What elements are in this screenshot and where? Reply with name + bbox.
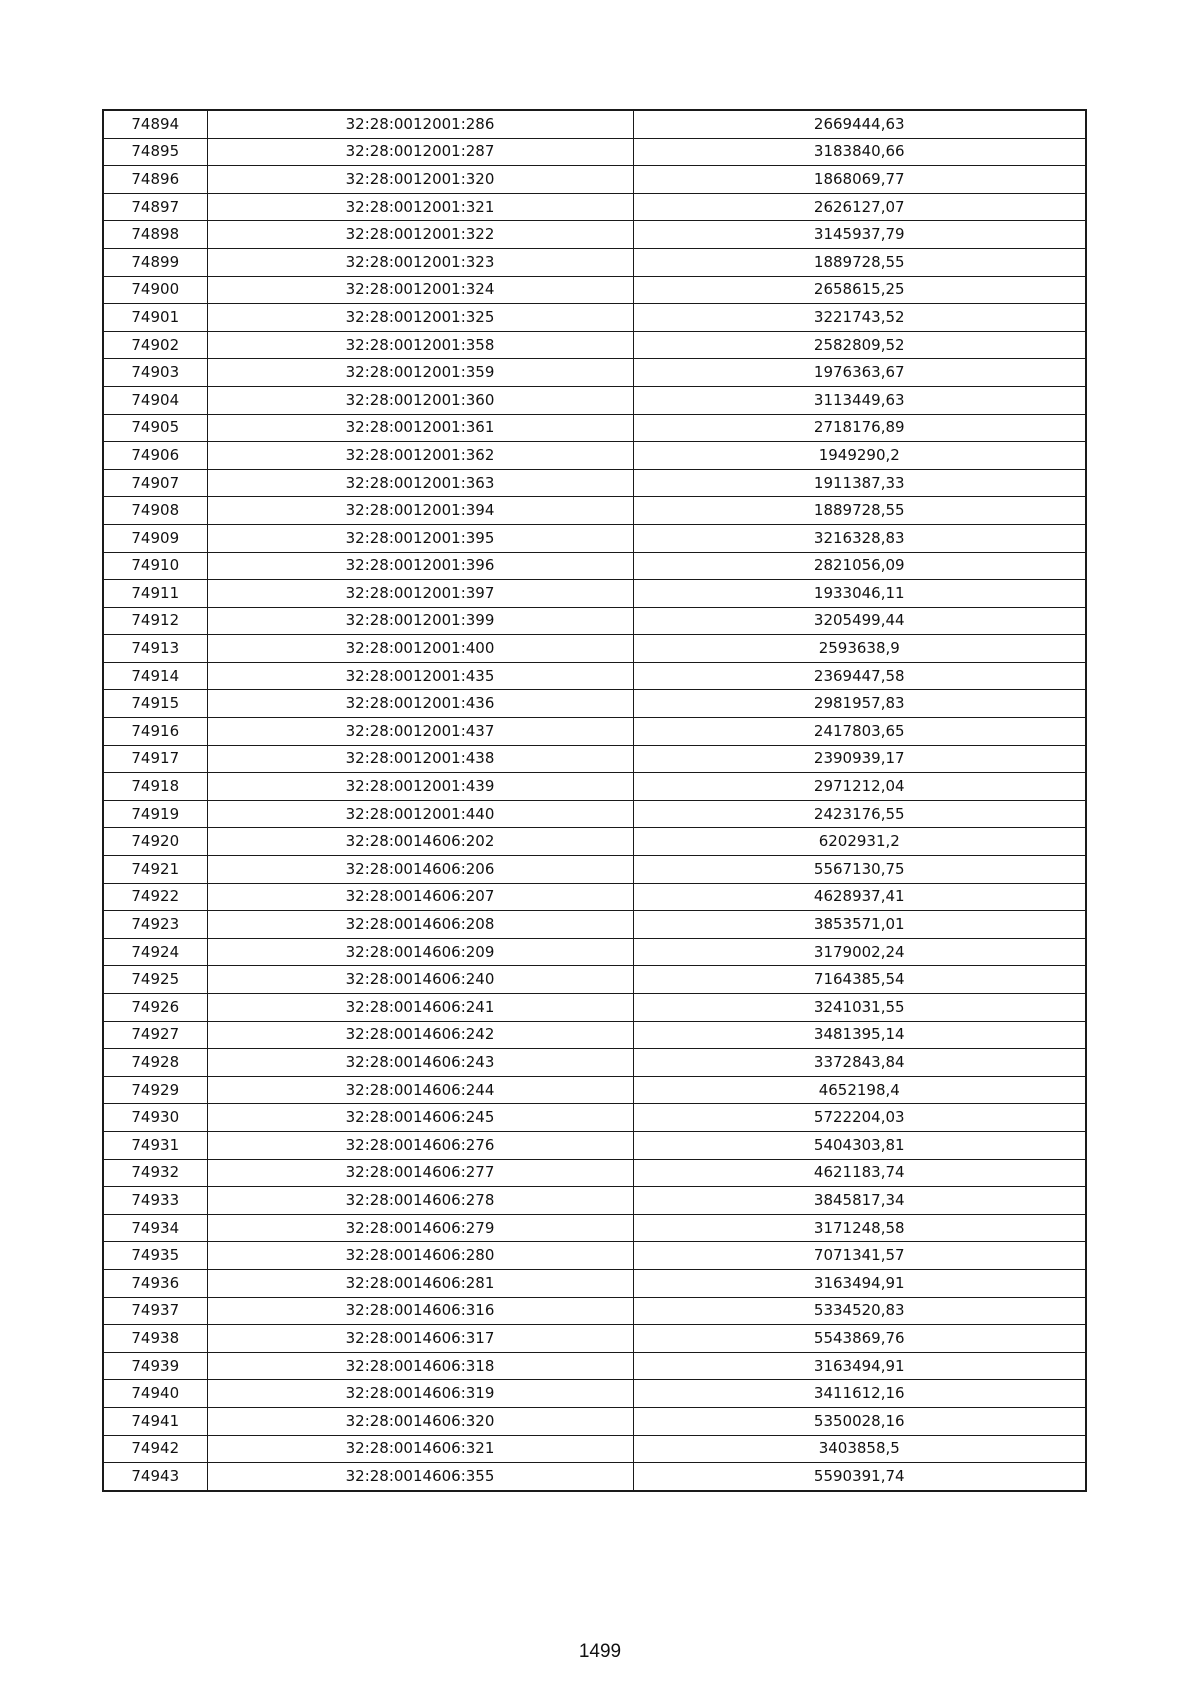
- cadastral-value-cell: 5350028,16: [633, 1407, 1086, 1435]
- table-row: [103, 193, 1086, 221]
- table-row: [103, 1214, 1086, 1242]
- row-number-cell: 74914: [103, 662, 207, 690]
- cadastral-value-cell: 2423176,55: [633, 800, 1086, 828]
- cadastral-number-cell: 32:28:0012001:358: [207, 331, 633, 359]
- table-row: [103, 1076, 1086, 1104]
- cadastral-number-cell: 32:28:0012001:397: [207, 580, 633, 608]
- cadastral-value-cell: 2626127,07: [633, 193, 1086, 221]
- table-row: [103, 524, 1086, 552]
- cadastral-number-cell: 32:28:0014606:208: [207, 911, 633, 939]
- cadastral-number-cell: 32:28:0012001:440: [207, 800, 633, 828]
- table-row: [103, 773, 1086, 801]
- table-row: [103, 276, 1086, 304]
- cadastral-number-cell: 32:28:0012001:399: [207, 607, 633, 635]
- cadastral-number-cell: 32:28:0012001:321: [207, 193, 633, 221]
- row-number-cell: 74904: [103, 386, 207, 414]
- table-row: [103, 386, 1086, 414]
- row-number-cell: 74940: [103, 1380, 207, 1408]
- row-number-cell: 74913: [103, 635, 207, 663]
- row-number-cell: 74907: [103, 469, 207, 497]
- cadastral-value-cell: 5334520,83: [633, 1297, 1086, 1325]
- table-row: [103, 1131, 1086, 1159]
- table-row: [103, 1463, 1086, 1491]
- cadastral-value-cell: 5404303,81: [633, 1131, 1086, 1159]
- table-row: [103, 359, 1086, 387]
- table-row: [103, 414, 1086, 442]
- cadastral-value-cell: 4652198,4: [633, 1076, 1086, 1104]
- cadastral-number-cell: 32:28:0014606:321: [207, 1435, 633, 1463]
- cadastral-value-cell: 3183840,66: [633, 138, 1086, 166]
- table-row: [103, 1380, 1086, 1408]
- cadastral-number-cell: 32:28:0012001:323: [207, 248, 633, 276]
- row-number-cell: 74923: [103, 911, 207, 939]
- cadastral-number-cell: 32:28:0012001:360: [207, 386, 633, 414]
- cadastral-number-cell: 32:28:0014606:276: [207, 1131, 633, 1159]
- row-number-cell: 74921: [103, 856, 207, 884]
- cadastral-number-cell: 32:28:0014606:318: [207, 1352, 633, 1380]
- row-number-cell: 74927: [103, 1021, 207, 1049]
- cadastral-value-cell: 3205499,44: [633, 607, 1086, 635]
- cadastral-value-cell: 5567130,75: [633, 856, 1086, 884]
- table-row: [103, 1407, 1086, 1435]
- row-number-cell: 74936: [103, 1269, 207, 1297]
- row-number-cell: 74939: [103, 1352, 207, 1380]
- cadastral-number-cell: 32:28:0012001:437: [207, 718, 633, 746]
- table-body: [103, 110, 1086, 1491]
- cadastral-value-cell: 3853571,01: [633, 911, 1086, 939]
- cadastral-number-cell: 32:28:0014606:242: [207, 1021, 633, 1049]
- table-row: [103, 635, 1086, 663]
- cadastral-number-cell: 32:28:0014606:241: [207, 994, 633, 1022]
- cadastral-value-cell: 1889728,55: [633, 248, 1086, 276]
- table-row: [103, 800, 1086, 828]
- cadastral-number-cell: 32:28:0012001:320: [207, 166, 633, 194]
- cadastral-number-cell: 32:28:0012001:361: [207, 414, 633, 442]
- row-number-cell: 74920: [103, 828, 207, 856]
- cadastral-value-cell: 2417803,65: [633, 718, 1086, 746]
- cadastral-value-cell: 3216328,83: [633, 524, 1086, 552]
- cadastral-number-cell: 32:28:0014606:207: [207, 883, 633, 911]
- cadastral-number-cell: 32:28:0012001:395: [207, 524, 633, 552]
- cadastral-value-cell: 3145937,79: [633, 221, 1086, 249]
- table-row: [103, 1159, 1086, 1187]
- table-row: [103, 938, 1086, 966]
- cadastral-value-cell: 2718176,89: [633, 414, 1086, 442]
- cadastral-value-cell: 3481395,14: [633, 1021, 1086, 1049]
- table-row: [103, 497, 1086, 525]
- row-number-cell: 74905: [103, 414, 207, 442]
- table-row: [103, 1297, 1086, 1325]
- cadastral-value-cell: 1976363,67: [633, 359, 1086, 387]
- table-row: [103, 304, 1086, 332]
- table-row: [103, 1325, 1086, 1353]
- cadastral-number-cell: 32:28:0014606:319: [207, 1380, 633, 1408]
- row-number-cell: 74897: [103, 193, 207, 221]
- cadastral-number-cell: 32:28:0012001:394: [207, 497, 633, 525]
- cadastral-value-cell: 3221743,52: [633, 304, 1086, 332]
- cadastral-number-cell: 32:28:0012001:396: [207, 552, 633, 580]
- cadastral-value-cell: 2669444,63: [633, 110, 1086, 138]
- cadastral-value-cell: 3411612,16: [633, 1380, 1086, 1408]
- table-row: [103, 662, 1086, 690]
- cadastral-number-cell: 32:28:0014606:244: [207, 1076, 633, 1104]
- cadastral-value-cell: 1911387,33: [633, 469, 1086, 497]
- table-row: [103, 1049, 1086, 1077]
- cadastral-number-cell: 32:28:0014606:209: [207, 938, 633, 966]
- cadastral-value-table: [102, 109, 1087, 1492]
- row-number-cell: 74933: [103, 1187, 207, 1215]
- row-number-cell: 74937: [103, 1297, 207, 1325]
- cadastral-number-cell: 32:28:0014606:240: [207, 966, 633, 994]
- cadastral-number-cell: 32:28:0014606:279: [207, 1214, 633, 1242]
- cadastral-value-cell: 3179002,24: [633, 938, 1086, 966]
- row-number-cell: 74925: [103, 966, 207, 994]
- row-number-cell: 74901: [103, 304, 207, 332]
- row-number-cell: 74909: [103, 524, 207, 552]
- cadastral-number-cell: 32:28:0012001:287: [207, 138, 633, 166]
- row-number-cell: 74908: [103, 497, 207, 525]
- table-row: [103, 442, 1086, 470]
- cadastral-number-cell: 32:28:0012001:324: [207, 276, 633, 304]
- cadastral-number-cell: 32:28:0012001:362: [207, 442, 633, 470]
- cadastral-value-cell: 2658615,25: [633, 276, 1086, 304]
- table-row: [103, 883, 1086, 911]
- table-row: [103, 1187, 1086, 1215]
- cadastral-number-cell: 32:28:0014606:316: [207, 1297, 633, 1325]
- row-number-cell: 74902: [103, 331, 207, 359]
- row-number-cell: 74917: [103, 745, 207, 773]
- row-number-cell: 74932: [103, 1159, 207, 1187]
- cadastral-number-cell: 32:28:0012001:436: [207, 690, 633, 718]
- table-row: [103, 966, 1086, 994]
- row-number-cell: 74943: [103, 1463, 207, 1491]
- cadastral-value-cell: 3845817,34: [633, 1187, 1086, 1215]
- cadastral-value-cell: 2582809,52: [633, 331, 1086, 359]
- cadastral-value-cell: 1889728,55: [633, 497, 1086, 525]
- cadastral-value-cell: 2971212,04: [633, 773, 1086, 801]
- cadastral-number-cell: 32:28:0014606:320: [207, 1407, 633, 1435]
- cadastral-number-cell: 32:28:0014606:202: [207, 828, 633, 856]
- row-number-cell: 74935: [103, 1242, 207, 1270]
- row-number-cell: 74938: [103, 1325, 207, 1353]
- table-row: [103, 1104, 1086, 1132]
- cadastral-number-cell: 32:28:0012001:435: [207, 662, 633, 690]
- cadastral-value-cell: 7071341,57: [633, 1242, 1086, 1270]
- row-number-cell: 74895: [103, 138, 207, 166]
- cadastral-value-cell: 2593638,9: [633, 635, 1086, 663]
- cadastral-number-cell: 32:28:0012001:359: [207, 359, 633, 387]
- cadastral-number-cell: 32:28:0014606:280: [207, 1242, 633, 1270]
- cadastral-number-cell: 32:28:0012001:439: [207, 773, 633, 801]
- table-row: [103, 911, 1086, 939]
- row-number-cell: 74929: [103, 1076, 207, 1104]
- cadastral-value-cell: 1949290,2: [633, 442, 1086, 470]
- cadastral-value-cell: 5543869,76: [633, 1325, 1086, 1353]
- table-row: [103, 1435, 1086, 1463]
- row-number-cell: 74912: [103, 607, 207, 635]
- row-number-cell: 74922: [103, 883, 207, 911]
- cadastral-value-cell: 2981957,83: [633, 690, 1086, 718]
- table-row: [103, 331, 1086, 359]
- cadastral-value-cell: 7164385,54: [633, 966, 1086, 994]
- table-row: [103, 469, 1086, 497]
- row-number-cell: 74934: [103, 1214, 207, 1242]
- row-number-cell: 74926: [103, 994, 207, 1022]
- row-number-cell: 74930: [103, 1104, 207, 1132]
- table-row: [103, 166, 1086, 194]
- cadastral-value-cell: 6202931,2: [633, 828, 1086, 856]
- cadastral-number-cell: 32:28:0014606:355: [207, 1463, 633, 1491]
- cadastral-number-cell: 32:28:0012001:322: [207, 221, 633, 249]
- row-number-cell: 74903: [103, 359, 207, 387]
- cadastral-number-cell: 32:28:0014606:317: [207, 1325, 633, 1353]
- cadastral-value-cell: 5722204,03: [633, 1104, 1086, 1132]
- table-row: [103, 1021, 1086, 1049]
- cadastral-value-cell: 2821056,09: [633, 552, 1086, 580]
- table-row: [103, 221, 1086, 249]
- cadastral-value-cell: 3163494,91: [633, 1352, 1086, 1380]
- table-row: [103, 994, 1086, 1022]
- table-row: [103, 110, 1086, 138]
- cadastral-number-cell: 32:28:0014606:245: [207, 1104, 633, 1132]
- cadastral-number-cell: 32:28:0012001:363: [207, 469, 633, 497]
- cadastral-value-cell: 3171248,58: [633, 1214, 1086, 1242]
- row-number-cell: 74898: [103, 221, 207, 249]
- cadastral-number-cell: 32:28:0014606:243: [207, 1049, 633, 1077]
- cadastral-number-cell: 32:28:0012001:325: [207, 304, 633, 332]
- cadastral-value-cell: 1868069,77: [633, 166, 1086, 194]
- row-number-cell: 74900: [103, 276, 207, 304]
- row-number-cell: 74896: [103, 166, 207, 194]
- table-row: [103, 552, 1086, 580]
- cadastral-value-cell: 2390939,17: [633, 745, 1086, 773]
- row-number-cell: 74931: [103, 1131, 207, 1159]
- row-number-cell: 74910: [103, 552, 207, 580]
- table-row: [103, 718, 1086, 746]
- row-number-cell: 74906: [103, 442, 207, 470]
- cadastral-number-cell: 32:28:0014606:281: [207, 1269, 633, 1297]
- table-row: [103, 1242, 1086, 1270]
- row-number-cell: 74918: [103, 773, 207, 801]
- cadastral-value-cell: 2369447,58: [633, 662, 1086, 690]
- table-row: [103, 607, 1086, 635]
- cadastral-number-cell: 32:28:0012001:286: [207, 110, 633, 138]
- table-row: [103, 690, 1086, 718]
- cadastral-number-cell: 32:28:0014606:206: [207, 856, 633, 884]
- row-number-cell: 74899: [103, 248, 207, 276]
- cadastral-value-cell: 5590391,74: [633, 1463, 1086, 1491]
- row-number-cell: 74916: [103, 718, 207, 746]
- row-number-cell: 74942: [103, 1435, 207, 1463]
- table-row: [103, 745, 1086, 773]
- cadastral-value-cell: 4621183,74: [633, 1159, 1086, 1187]
- cadastral-number-cell: 32:28:0012001:400: [207, 635, 633, 663]
- cadastral-number-cell: 32:28:0012001:438: [207, 745, 633, 773]
- row-number-cell: 74915: [103, 690, 207, 718]
- row-number-cell: 74894: [103, 110, 207, 138]
- cadastral-value-cell: 3113449,63: [633, 386, 1086, 414]
- table-row: [103, 828, 1086, 856]
- cadastral-value-cell: 3241031,55: [633, 994, 1086, 1022]
- table-row: [103, 1352, 1086, 1380]
- row-number-cell: 74924: [103, 938, 207, 966]
- table-row: [103, 1269, 1086, 1297]
- table-row: [103, 248, 1086, 276]
- table-row: [103, 856, 1086, 884]
- page-number: 1499: [578, 1641, 622, 1662]
- table-row: [103, 138, 1086, 166]
- row-number-cell: 74911: [103, 580, 207, 608]
- cadastral-value-cell: 1933046,11: [633, 580, 1086, 608]
- row-number-cell: 74919: [103, 800, 207, 828]
- row-number-cell: 74941: [103, 1407, 207, 1435]
- cadastral-value-cell: 3372843,84: [633, 1049, 1086, 1077]
- cadastral-number-cell: 32:28:0014606:277: [207, 1159, 633, 1187]
- cadastral-number-cell: 32:28:0014606:278: [207, 1187, 633, 1215]
- cadastral-value-cell: 3403858,5: [633, 1435, 1086, 1463]
- cadastral-value-cell: 4628937,41: [633, 883, 1086, 911]
- cadastral-value-cell: 3163494,91: [633, 1269, 1086, 1297]
- table-row: [103, 580, 1086, 608]
- row-number-cell: 74928: [103, 1049, 207, 1077]
